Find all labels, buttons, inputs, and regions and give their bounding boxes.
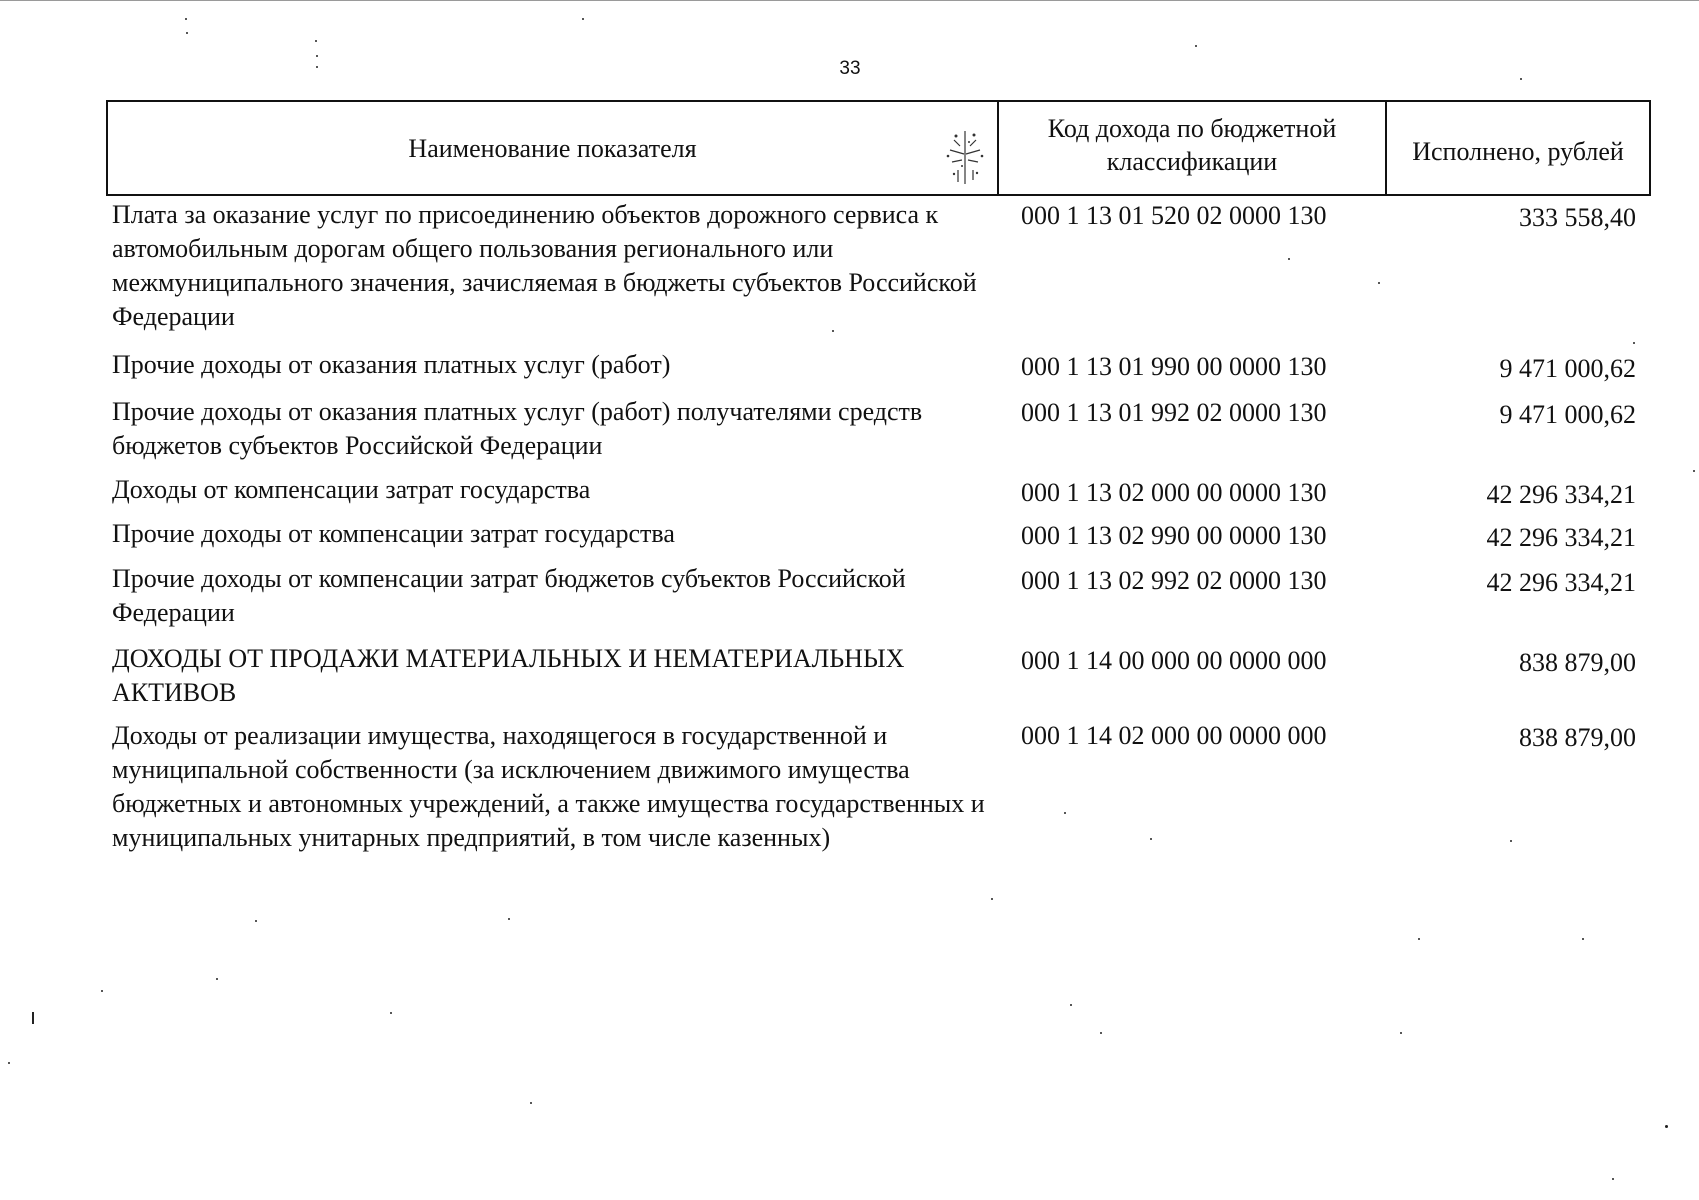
- scan-speck: [1195, 45, 1197, 47]
- scan-speck: [1378, 282, 1380, 284]
- row-indicator-name: Плата за оказание услуг по присоединению объектов дорожного сервиса к автомобильным дорогам общего пользования регионального или межмуниципального значения, зачисляемая в бюджеты субъектов Российской Федерации: [112, 200, 977, 331]
- scan-speck: [1510, 840, 1512, 842]
- row-budget-code: 000 1 13 01 990 00 0000 130: [1021, 352, 1327, 381]
- header-indicator-name: Наименование показателя: [408, 133, 697, 163]
- table-row: [106, 348, 1651, 395]
- row-indicator-name: Прочие доходы от оказания платных услуг (работ) получателями средств бюджетов субъектов Российской Федерации: [112, 397, 923, 460]
- row-budget-code: 000 1 14 02 000 00 0000 000: [1021, 721, 1327, 750]
- scan-speck: [582, 18, 584, 20]
- page-number: 33: [839, 58, 861, 79]
- scan-speck: [1400, 1032, 1402, 1034]
- header-executed-amount: Исполнено, рублей: [1385, 102, 1649, 194]
- scan-speck: [1693, 470, 1695, 472]
- row-indicator-name: Доходы от компенсации затрат государства: [112, 475, 591, 504]
- scan-speck: [8, 1062, 10, 1064]
- row-indicator-name: ДОХОДЫ ОТ ПРОДАЖИ МАТЕРИАЛЬНЫХ И НЕМАТЕРИАЛЬНЫХ АКТИВОВ: [112, 644, 905, 707]
- row-budget-code: 000 1 14 00 000 00 0000 000: [1021, 646, 1327, 675]
- row-executed-amount: 838 879,00: [1519, 723, 1636, 752]
- row-budget-code: 000 1 13 02 992 02 0000 130: [1021, 566, 1327, 595]
- scan-speck: [1418, 938, 1420, 940]
- scan-top-edge: [0, 0, 1699, 1]
- scan-speck: [1665, 1125, 1668, 1128]
- table-row: [106, 198, 1651, 340]
- scan-speck: [32, 1012, 34, 1024]
- table-row: [106, 562, 1651, 642]
- scan-speck: [1633, 342, 1635, 344]
- scan-speck: [508, 918, 510, 920]
- scan-speck: [1582, 938, 1584, 940]
- row-executed-amount: 9 471 000,62: [1499, 400, 1636, 429]
- row-budget-code: 000 1 13 02 990 00 0000 130: [1021, 521, 1327, 550]
- scan-speck: [530, 1102, 532, 1104]
- table-body: [106, 198, 1651, 894]
- scan-speck: [186, 32, 188, 34]
- table-row: [106, 395, 1651, 473]
- row-indicator-name: Прочие доходы от оказания платных услуг (работ): [112, 350, 671, 379]
- income-report-table: [106, 100, 1651, 894]
- row-indicator-name: Прочие доходы от компенсации затрат бюджетов субъектов Российской Федерации: [112, 564, 906, 627]
- header-budget-code: Код дохода по бюджетной классификации: [997, 102, 1385, 194]
- row-executed-amount: 333 558,40: [1519, 203, 1636, 232]
- row-indicator-name: Доходы от реализации имущества, находящегося в государственной и муниципальной собственности (за исключением движимого имущества бюджетных и автономных учреждений, а также имущества государственных и муниципальных унитарных предприятий, в том числе казенных): [112, 721, 985, 852]
- row-executed-amount: 42 296 334,21: [1486, 568, 1636, 597]
- scan-speck: [315, 40, 317, 42]
- scan-speck: [1520, 78, 1522, 80]
- row-budget-code: 000 1 13 01 520 02 0000 130: [1021, 201, 1327, 230]
- scan-speck: [216, 978, 218, 980]
- table-row: [106, 517, 1651, 562]
- table-header: [106, 100, 1651, 196]
- scan-speck: [1150, 838, 1152, 840]
- scan-speck: [390, 1012, 392, 1014]
- table-row: [106, 719, 1651, 894]
- row-budget-code: 000 1 13 02 000 00 0000 130: [1021, 478, 1327, 507]
- scan-speck: [1100, 1032, 1102, 1034]
- scan-speck: [991, 898, 993, 900]
- row-executed-amount: 42 296 334,21: [1486, 523, 1636, 552]
- row-executed-amount: 42 296 334,21: [1486, 480, 1636, 509]
- scan-speck: [1288, 258, 1290, 260]
- scan-speck: [832, 330, 834, 332]
- scan-speck: [1070, 1004, 1072, 1006]
- scan-speck: [101, 990, 103, 992]
- scan-speck: [316, 66, 318, 68]
- scan-speck: [255, 920, 257, 922]
- row-executed-amount: 838 879,00: [1519, 648, 1636, 677]
- row-indicator-name: Прочие доходы от компенсации затрат государства: [112, 519, 675, 548]
- row-budget-code: 000 1 13 01 992 02 0000 130: [1021, 398, 1327, 427]
- row-executed-amount: 9 471 000,62: [1499, 354, 1636, 383]
- scan-artifact-icon: [940, 126, 990, 186]
- scan-speck: [185, 18, 187, 20]
- table-row: [106, 642, 1651, 719]
- scan-speck: [1612, 1178, 1614, 1180]
- scan-speck: [1064, 812, 1066, 814]
- table-row: [106, 473, 1651, 517]
- scan-speck: [316, 55, 318, 57]
